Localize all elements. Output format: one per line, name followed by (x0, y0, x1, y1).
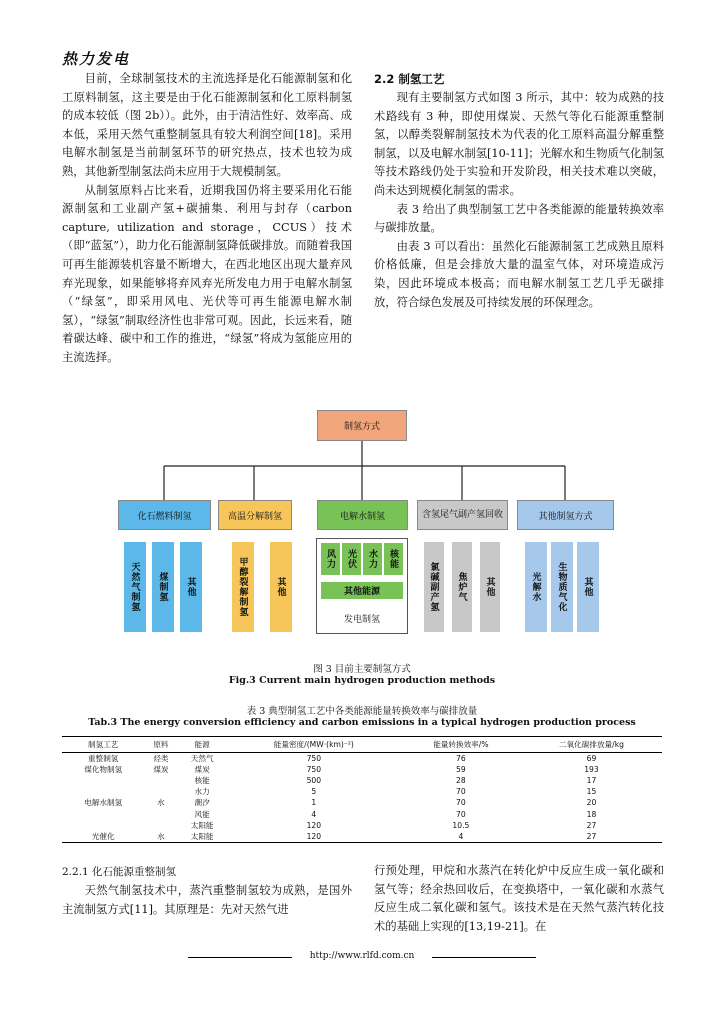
bottom-right-paragraph: 行预处理，甲烷和水蒸汽在转化炉中反应生成一氧化碳和氢气等；经余热回收后，在变换塔中，一氧化碳和水蒸气反应生成二氧化碳和氢气。该技术是在天然气蒸汽转化技术的基础上实现的[13,19-21]。在 (374, 864, 664, 933)
table-cell: 4 (311, 809, 317, 819)
table-cell (144, 786, 177, 797)
table-cell: 70 (456, 809, 466, 819)
table-cell: 59 (456, 765, 466, 775)
table-header: 制氢工艺 (62, 737, 144, 753)
table-row (62, 764, 662, 775)
other-item-biomass: 生物质气化 (551, 542, 573, 632)
table-cell: 76 (456, 754, 466, 764)
right-paragraph-3: 由表 3 可以看出：虽然化石能源制氢工艺成熟且原料价格低廉，但是会排放大量的温室气体，对环境造成污染，因此环境成本极高；而电解水制氢工艺几乎无碳排放，符合绿色发展及可持续发展的环保理念。 (374, 239, 664, 309)
table-cell: 17 (586, 776, 597, 786)
table-cell: 120 (306, 820, 322, 830)
table-row (62, 797, 662, 808)
table-cell: 1 (311, 798, 317, 808)
tailgas-item-coke-oven: 焦炉气 (452, 542, 472, 632)
category-fossil: 化石燃料制氢 (118, 500, 211, 530)
table-cell: 烃类 (153, 754, 169, 764)
table-cell (62, 820, 144, 831)
table-cell: 15 (586, 787, 597, 797)
table-cell: 750 (306, 765, 322, 775)
right-paragraph-1: 现有主要制氢方式如图 3 所示，其中：较为成熟的技术路线有 3 种，即使用煤炭、天然气等化石能源重整制氢，以醇类裂解制氢技术为代表的化工原料高温分解重整制氢，以及电解水制氢[10-11]；光解水和生物质气化制氢等技术路线仍处于实验和开发阶段，相关技术难以突破，尚未达到规模化制氢的需求。 (374, 91, 664, 197)
table-cell (62, 775, 144, 786)
table-cell: 70 (456, 798, 466, 808)
bottom-right-column (374, 862, 664, 936)
table-cell: 核能 (194, 776, 210, 786)
table-cell: 193 (584, 765, 599, 775)
table-cell: 27 (586, 820, 597, 830)
table-header: 能源 (177, 737, 226, 753)
table-cell (144, 808, 177, 819)
table-cell: 10.5 (452, 820, 470, 830)
table-row (62, 775, 662, 786)
table-cell (62, 808, 144, 819)
table-cell: 20 (586, 798, 597, 808)
table-cell: 煤炭 (153, 765, 169, 775)
root-box: 制氢方式 (317, 410, 407, 441)
bottom-left-paragraph: 天然气制氢技术中，蒸汽重整制氢较为成熟，是国外主流制氢方式[11]。其原理是：先对天然气进 (62, 884, 352, 916)
section-title: 2.2 制氢工艺 (374, 72, 445, 86)
table-row (62, 786, 662, 797)
category-other: 其他制氢方式 (517, 500, 614, 530)
table-header: 能量密度/(MW·(km)⁻²) (227, 737, 401, 753)
table-cell: 70 (456, 787, 466, 797)
table-cell: 太阳能 (190, 820, 214, 830)
table-cell: 120 (227, 831, 401, 843)
table-row (62, 808, 662, 819)
figure-caption-cn: 图 3 目前主要制氢方式 (313, 664, 411, 675)
electro-item-solar: 光伏 (342, 543, 361, 575)
table-cell: 风能 (194, 809, 210, 819)
bottom-left-column (62, 862, 352, 919)
table-row (62, 820, 662, 831)
electro-item-wind: 风力 (321, 543, 340, 575)
left-paragraph-2: 从制氢原料占比来看，近期我国仍将主要采用化石能源制氢和工业副产氢+碳捕集、利用与封存（carbon capture, utilization and storage，CCUS）技术（即“蓝氢”），助力化石能源制氢降低碳排放。而随着我国可再生能源装机容量不断增大，在西北地区出现大量弃风弃光现象，如果能够将弃风弃光所发电力用于电解水制氢（“绿氢”，即采用风电、光伏等可再生能源电解水制氢），“绿氢”制取经济性也非常可观。因此，长远来看，随着碳达峰、碳中和工作的推进，“绿氢”将成为氢能应用的主流选择。 (62, 183, 352, 364)
category-pyrolysis: 高温分解制氢 (218, 500, 292, 530)
electro-item-nuclear: 核能 (384, 543, 403, 575)
table-cell: 电解水制氢 (84, 798, 123, 808)
left-column (62, 70, 352, 368)
category-tailgas: 含氢尾气副产氢回收 (417, 500, 508, 530)
table-cell: 500 (306, 776, 322, 786)
table-3 (62, 736, 662, 843)
journal-title: 热力发电 (62, 50, 131, 68)
category-electrolysis: 电解水制氢 (317, 500, 408, 530)
table-cell: 18 (586, 809, 597, 819)
other-item-photolysis: 光解水 (525, 542, 547, 632)
tailgas-item-other: 其他 (480, 542, 500, 632)
fossil-item-coal: 煤制氢 (152, 542, 174, 632)
electro-other-energy: 其他能源 (321, 582, 403, 599)
table-cell: 5 (311, 787, 317, 797)
tailgas-item-chlor-alkali: 氯碱副产氢 (424, 542, 444, 632)
table-cell: 750 (306, 754, 322, 764)
table-header: 二氧化碳排放量/kg (521, 737, 662, 753)
table-caption-en: Tab.3 The energy conversion efficiency and carbon emissions in a typical hydrogen production process (88, 717, 636, 728)
table-cell: 天然气 (190, 754, 214, 764)
table-cell: 水 (157, 798, 165, 808)
electro-power-label: 发电制氢 (343, 615, 380, 625)
table-row (62, 831, 662, 843)
subsection-title: 2.2.1 化石能源重整制氢 (62, 866, 177, 878)
table-caption-cn: 表 3 典型制氢工艺中各类能源能量转换效率与碳排放量 (246, 706, 478, 717)
table-cell: 水力 (194, 787, 210, 797)
table-cell: 27 (521, 831, 662, 843)
other-item-other: 其他 (577, 542, 599, 632)
table-cell (144, 820, 177, 831)
table-cell: 69 (586, 754, 597, 764)
fossil-item-natural-gas: 天然气制氢 (124, 542, 146, 632)
table-cell: 28 (456, 776, 466, 786)
electro-item-hydro: 水力 (363, 543, 382, 575)
table-cell (144, 775, 177, 786)
table-cell: 太阳能 (177, 831, 226, 843)
fossil-item-other: 其他 (180, 542, 202, 632)
table-cell: 煤炭 (194, 765, 210, 775)
table-cell: 4 (401, 831, 521, 843)
table-cell: 重整制氢 (88, 754, 119, 764)
left-paragraph-1: 目前，全球制氢技术的主流选择是化石能源制氢和化工原料制氢，这主要是由于化石能源制氢和化工原料制氢的成本较低（图 2b））。此外，由于清洁性好、效率高、成本低，采用天然气重整制氢具有较大利润空间[18]。采用电解水制氢是当前制氢环节的研究热点，技术也较为成熟，其他新型制氢法尚未应用于大规模制氢。 (62, 72, 352, 178)
pyrolysis-item-methanol: 甲醇裂解制氢 (232, 542, 254, 632)
table-cell: 光催化 (62, 831, 144, 843)
table-cell: 潮汐 (194, 798, 210, 808)
table-header: 能量转换效率/% (401, 737, 521, 753)
figure-caption-en: Fig.3 Current main hydrogen production methods (228, 675, 496, 686)
table-cell (62, 786, 144, 797)
right-column (374, 70, 664, 312)
right-paragraph-2: 表 3 给出了典型制氢工艺中各类能源的能量转换效率与碳排放量。 (374, 202, 664, 235)
table-header: 原料 (144, 737, 177, 753)
electro-group-frame (316, 538, 408, 634)
table-cell: 水 (144, 831, 177, 843)
pyrolysis-item-other: 其他 (270, 542, 292, 632)
table-cell: 煤化物制氢 (84, 765, 123, 775)
footer-url: http://www.rlfd.com.cn (309, 951, 415, 961)
table-row (62, 753, 662, 765)
table-header-row (62, 737, 662, 753)
